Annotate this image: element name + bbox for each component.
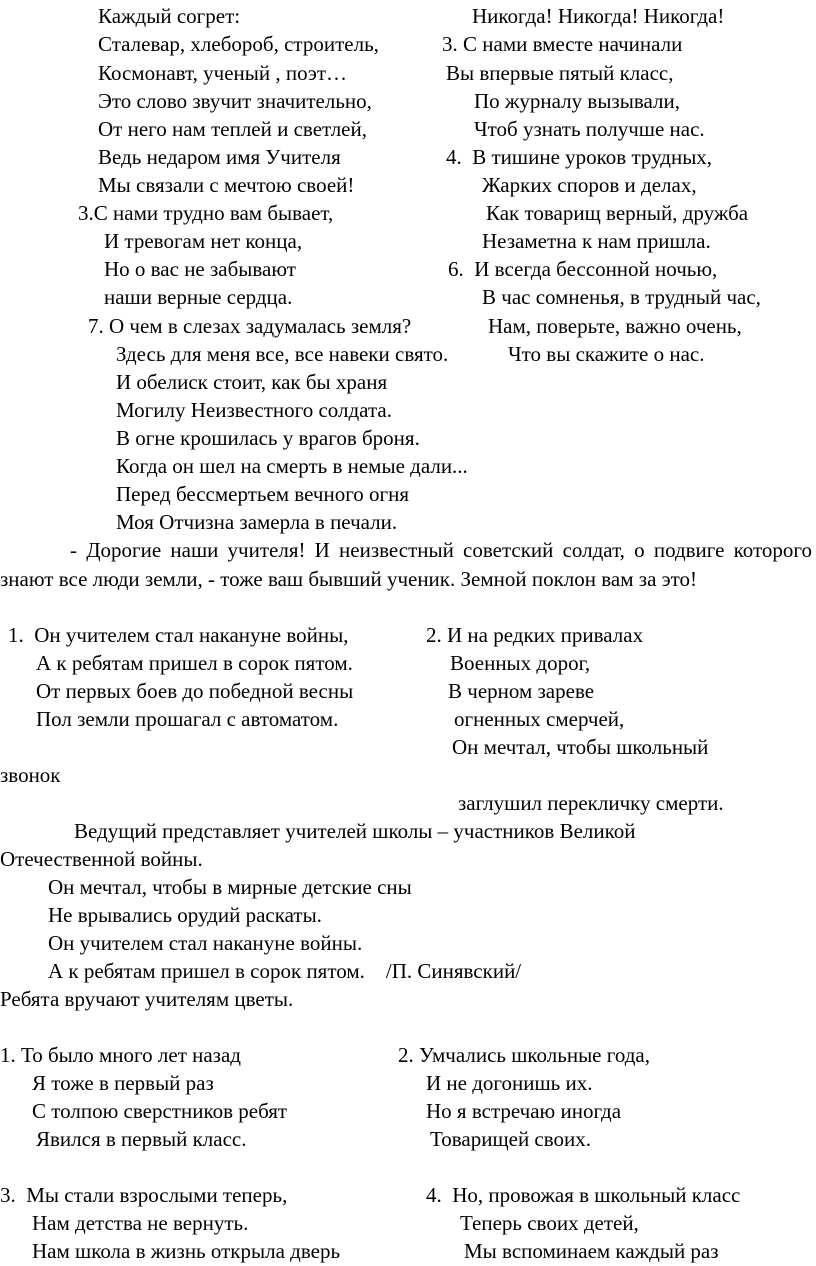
verse-line: Моя Отчизна замерла в печали. [116, 510, 398, 534]
verse-line: 3. С нами вместе начинали [442, 32, 683, 56]
verse-line: А к ребятам пришел в сорок пятом. [36, 651, 353, 675]
verse-line: В час сомненья, в трудный час, [482, 285, 761, 309]
verse-line: Вы впервые пятый класс, [446, 61, 674, 85]
verse-line: Как товарищ верный, дружба [486, 201, 749, 225]
verse-line: Незаметна к нам пришла. [482, 229, 711, 253]
verse-line: От него нам теплей и светлей, [98, 117, 367, 141]
verse-line: В черном зареве [448, 679, 595, 703]
verse-line: Могилу Неизвестного солдата. [116, 398, 392, 422]
verse-line: И не догонишь их. [426, 1071, 593, 1095]
address-paragraph: - Дорогие наши учителя! И неизвестный советский солдат, о подвиге которого знают все люди земли, - тоже ваш бывший ученик. Земной поклон вам за это! [0, 538, 812, 591]
quote-line: А к ребятам пришел в сорок пятом. /П. Синявский/ [48, 959, 522, 983]
verse-line: 1. То было много лет назад [0, 1043, 241, 1067]
verse-line: Каждый согрет: [98, 4, 241, 28]
verse-line: звонок [0, 763, 61, 787]
verse-line: Здесь для меня все, все навеки свято. [116, 342, 449, 366]
verse-line: И тревогам нет конца, [104, 229, 303, 253]
stage-direction: Ребята вручают учителям цветы. [0, 987, 294, 1011]
verse-line: 3. Мы стали взрослыми теперь, [0, 1183, 288, 1207]
verse-line: По журналу вызывали, [474, 89, 680, 113]
quote-line: Не врывались орудий раскаты. [48, 903, 322, 927]
verse-line: Товарищей своих. [430, 1127, 592, 1151]
verse-line: 4. В тишине уроков трудных, [446, 145, 713, 169]
verse-line: Мы связали с мечтою своей! [98, 173, 355, 197]
verse-line: Перед бессмертьем вечного огня [116, 482, 410, 506]
verse-line: заглушил перекличку смерти. [458, 791, 724, 815]
verse-line: Военных дорог, [450, 651, 591, 675]
host-note: Ведущий представляет учителей школы – участников Великой [74, 819, 636, 843]
verse-line: Что вы скажите о нас. [508, 342, 705, 366]
verse-line: Он мечтал, чтобы школьный [452, 735, 709, 759]
verse-line: Ведь недаром имя Учителя [98, 145, 341, 169]
verse-line: Космонавт, ученый , поэт… [98, 61, 348, 85]
verse-line: Мы вспоминаем каждый раз [464, 1239, 719, 1263]
verse-line: Нам детства не вернуть. [32, 1211, 249, 1235]
verse-line: огненных смерчей, [454, 707, 625, 731]
verse-line: 7. О чем в слезах задумалась земля? [88, 314, 412, 338]
verse-line: 1. Он учителем стал накануне войны, [8, 623, 349, 647]
verse-line: наши верные сердца. [104, 285, 293, 309]
verse-line: 6. И всегда бессонной ночью, [448, 257, 718, 281]
verse-line: Жарких споров и делах, [482, 173, 697, 197]
quote-line: Он мечтал, чтобы в мирные детские сны [48, 875, 412, 899]
verse-line: 2. И на редких привалах [426, 623, 644, 647]
verse-line: 3.С нами трудно вам бывает, [78, 201, 334, 225]
verse-line: Но я встречаю иногда [426, 1099, 622, 1123]
verse-line: Нам школа в жизнь открыла дверь [32, 1239, 341, 1263]
verse-line: В огне крошилась у врагов броня. [116, 426, 420, 450]
verse-line: Сталевар, хлебороб, строитель, [98, 32, 379, 56]
verse-line: С толпою сверстников ребят [32, 1099, 288, 1123]
verse-line: Явился в первый класс. [36, 1127, 247, 1151]
verse-line: И обелиск стоит, как бы храня [116, 370, 388, 394]
host-note: Отечественной войны. [0, 847, 203, 871]
verse-line: Когда он шел на смерть в немые дали... [116, 454, 468, 478]
verse-line: Теперь своих детей, [460, 1211, 639, 1235]
verse-line: 2. Умчались школьные года, [398, 1043, 650, 1067]
verse-line: Пол земли прошагал с автоматом. [36, 707, 339, 731]
verse-line: От первых боев до победной весны [36, 679, 354, 703]
verse-line: Чтоб узнать получше нас. [474, 117, 705, 141]
quote-line: Он учителем стал накануне войны. [48, 931, 363, 955]
verse-line: Никогда! Никогда! Никогда! [472, 4, 725, 28]
verse-line: Но о вас не забывают [104, 257, 296, 281]
verse-line: Это слово звучит значительно, [98, 89, 372, 113]
verse-line: 4. Но, провожая в школьный класс [426, 1183, 741, 1207]
verse-line: Я тоже в первый раз [32, 1071, 214, 1095]
verse-line: Нам, поверьте, важно очень, [488, 314, 742, 338]
